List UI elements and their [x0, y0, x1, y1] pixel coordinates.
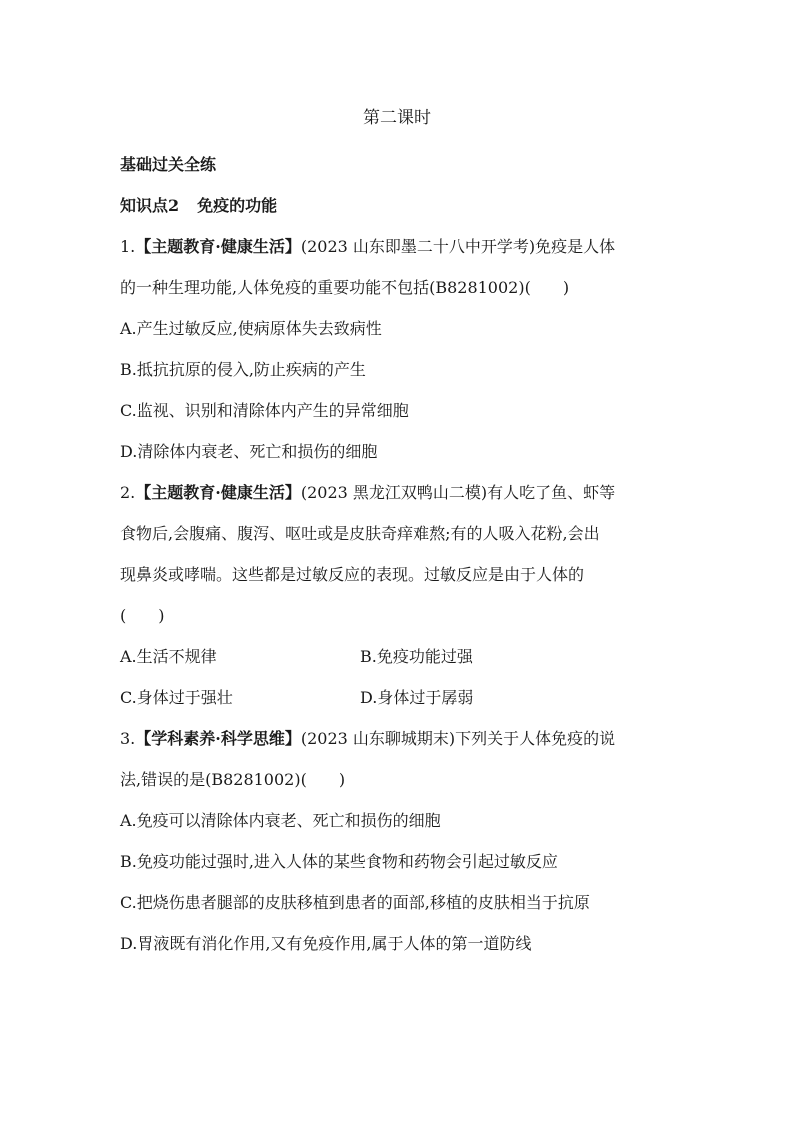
question-2-options-row-2: [120, 677, 680, 718]
question-1-option-a[interactable]: A.产生过敏反应,使病原体失去致病性: [120, 319, 382, 338]
question-3-stem-line-2: 法,错误的是(B8281002)( ): [120, 770, 346, 789]
question-2-option-b[interactable]: B.免疫功能过强: [360, 647, 473, 666]
question-2-option-a[interactable]: A.生活不规律: [120, 647, 217, 666]
question-1-option-d[interactable]: D.清除体内衰老、死亡和损伤的细胞: [120, 442, 378, 461]
question-2-tag: 【主题教育·健康生活】: [135, 483, 301, 502]
question-3-option-a[interactable]: A.免疫可以清除体内衰老、死亡和损伤的细胞: [120, 811, 441, 830]
question-2-stem-line-2: 食物后,会腹痛、腹泻、呕吐或是皮肤奇痒难熬;有的人吸入花粉,会出: [120, 524, 600, 543]
question-1-stem-text-1: (2023 山东即墨二十八中开学考)免疫是人体: [300, 237, 616, 256]
question-3: [120, 718, 680, 964]
page-title: 第二课时: [363, 108, 431, 128]
question-3-option-c[interactable]: C.把烧伤患者腿部的皮肤移植到患者的面部,移植的皮肤相当于抗原: [120, 893, 590, 912]
question-3-stem-text-1: (2023 山东聊城期末)下列关于人体免疫的说: [300, 729, 616, 748]
question-3-stem-line-1: [120, 718, 680, 759]
question-2-stem-line-1: [120, 472, 680, 513]
question-2-option-c[interactable]: C.身体过于强壮: [120, 688, 233, 707]
question-1-option-b[interactable]: B.抵抗抗原的侵入,防止疾病的产生: [120, 360, 366, 379]
question-1-stem-line-2: 的一种生理功能,人体免疫的重要功能不包括(B8281002)( ): [120, 278, 570, 297]
question-2-option-d[interactable]: D.身体过于孱弱: [360, 688, 474, 707]
question-1: [120, 226, 680, 472]
section-heading: 基础过关全练: [120, 155, 217, 174]
question-1-tag: 【主题教育·健康生活】: [135, 237, 301, 256]
question-1-option-c[interactable]: C.监视、识别和清除体内产生的异常细胞: [120, 401, 409, 420]
question-2-options-row-1: [120, 636, 680, 677]
question-3-number: 3.: [120, 729, 136, 748]
knowledge-point-heading: [120, 185, 680, 226]
question-2-number: 2.: [120, 483, 136, 502]
knowledge-point-topic: 免疫的功能: [197, 196, 278, 215]
question-2: [120, 472, 680, 718]
question-2-stem-line-3: 现鼻炎或哮喘。这些都是过敏反应的表现。过敏反应是由于人体的: [120, 565, 585, 584]
question-3-tag: 【学科素养·科学思维】: [135, 729, 301, 748]
content-area: [120, 144, 680, 964]
question-1-number: 1.: [120, 237, 136, 256]
question-1-stem-line-1: [120, 226, 680, 267]
question-3-option-d[interactable]: D.胃液既有消化作用,又有免疫作用,属于人体的第一道防线: [120, 934, 532, 953]
question-3-option-b[interactable]: B.免疫功能过强时,进入人体的某些食物和药物会引起过敏反应: [120, 852, 558, 871]
question-2-stem-line-4: ( ): [120, 606, 165, 625]
knowledge-point-label: 知识点2: [120, 196, 180, 215]
question-2-stem-text-1: (2023 黑龙江双鸭山二模)有人吃了鱼、虾等: [300, 483, 616, 502]
